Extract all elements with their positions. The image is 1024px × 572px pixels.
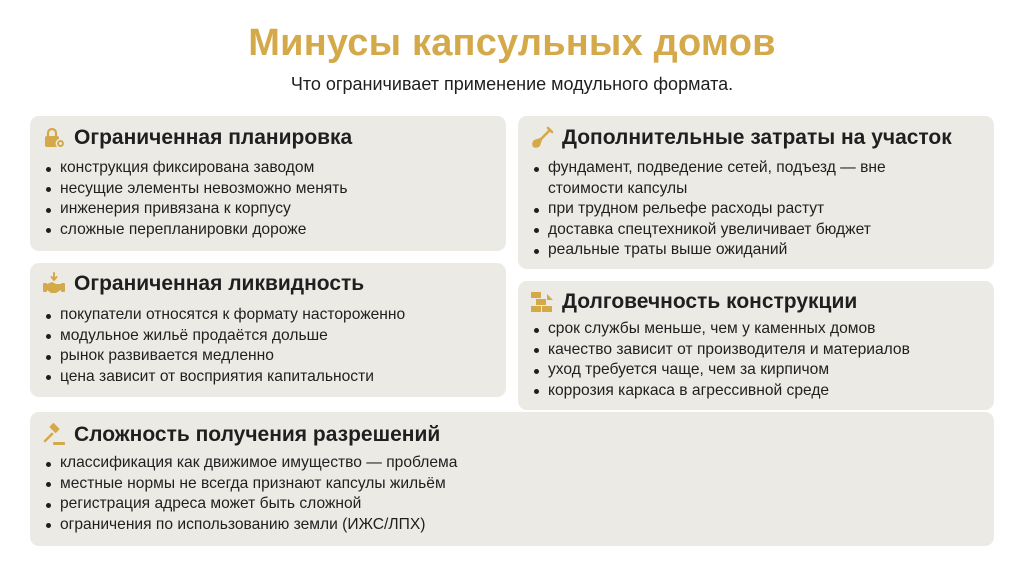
card-header: [530, 126, 952, 150]
bullet-list: [46, 305, 405, 387]
list-item: сложные перепланировки дороже: [46, 220, 348, 241]
list-item: при трудном рельефе расходы растут: [534, 199, 886, 220]
list-item: классификация как движимое имущество — проблема: [46, 453, 457, 474]
list-item: уход требуется чаще, чем за кирпичом: [534, 360, 910, 381]
list-item: фундамент, подведение сетей, подъезд — вне: [534, 158, 886, 179]
bricks-icon: [530, 290, 554, 314]
card-limited-layout: [30, 116, 506, 251]
list-item: коррозия каркаса в агрессивной среде: [534, 381, 910, 402]
list-item: покупатели относятся к формату настороженно: [46, 305, 405, 326]
card-title: Долговечность конструкции: [562, 290, 858, 313]
bullet-list: [46, 453, 457, 535]
card-durability: [518, 281, 994, 410]
list-item: несущие элементы невозможно менять: [46, 179, 348, 200]
card-title: Ограниченная ликвидность: [74, 272, 365, 295]
list-item: модульное жильё продаётся дольше: [46, 326, 405, 347]
handshake-icon: [42, 272, 66, 296]
card-header: [530, 290, 857, 314]
card-header: [42, 423, 440, 447]
shovel-icon: [530, 126, 554, 150]
list-item: доставка спецтехникой увеличивает бюджет: [534, 220, 886, 241]
card-title: Сложность получения разрешений: [74, 423, 441, 446]
list-item: качество зависит от производителя и материалов: [534, 340, 910, 361]
bullet-list: [534, 158, 886, 261]
lock-gear-icon: [42, 126, 66, 150]
page-title: Минусы капсульных домов: [248, 22, 776, 64]
card-header: [42, 126, 352, 150]
list-item: конструкция фиксирована заводом: [46, 158, 348, 179]
card-permits-complexity: [30, 412, 994, 546]
list-item: реальные траты выше ожиданий: [534, 240, 886, 261]
card-extra-site-costs: [518, 116, 994, 269]
card-header: [42, 272, 364, 296]
list-item: срок службы меньше, чем у каменных домов: [534, 319, 910, 340]
list-item: регистрация адреса может быть сложной: [46, 494, 457, 515]
list-item-continuation: стоимости капсулы: [548, 179, 688, 197]
gavel-icon: [42, 423, 66, 447]
list-item: инженерия привязана к корпусу: [46, 199, 348, 220]
list-item: цена зависит от восприятия капитальности: [46, 367, 405, 388]
bullet-list: [534, 319, 910, 401]
page-subtitle: Что ограничивает применение модульного формата.: [290, 74, 734, 94]
card-title: Дополнительные затраты на участок: [562, 126, 952, 149]
card-title: Ограниченная планировка: [74, 126, 353, 149]
list-item: ограничения по использованию земли (ИЖС/ЛПХ): [46, 515, 457, 536]
list-item: рынок развивается медленно: [46, 346, 405, 367]
bullet-list: [46, 158, 348, 240]
card-limited-liquidity: [30, 263, 506, 397]
list-item: местные нормы не всегда признают капсулы жильём: [46, 474, 457, 495]
